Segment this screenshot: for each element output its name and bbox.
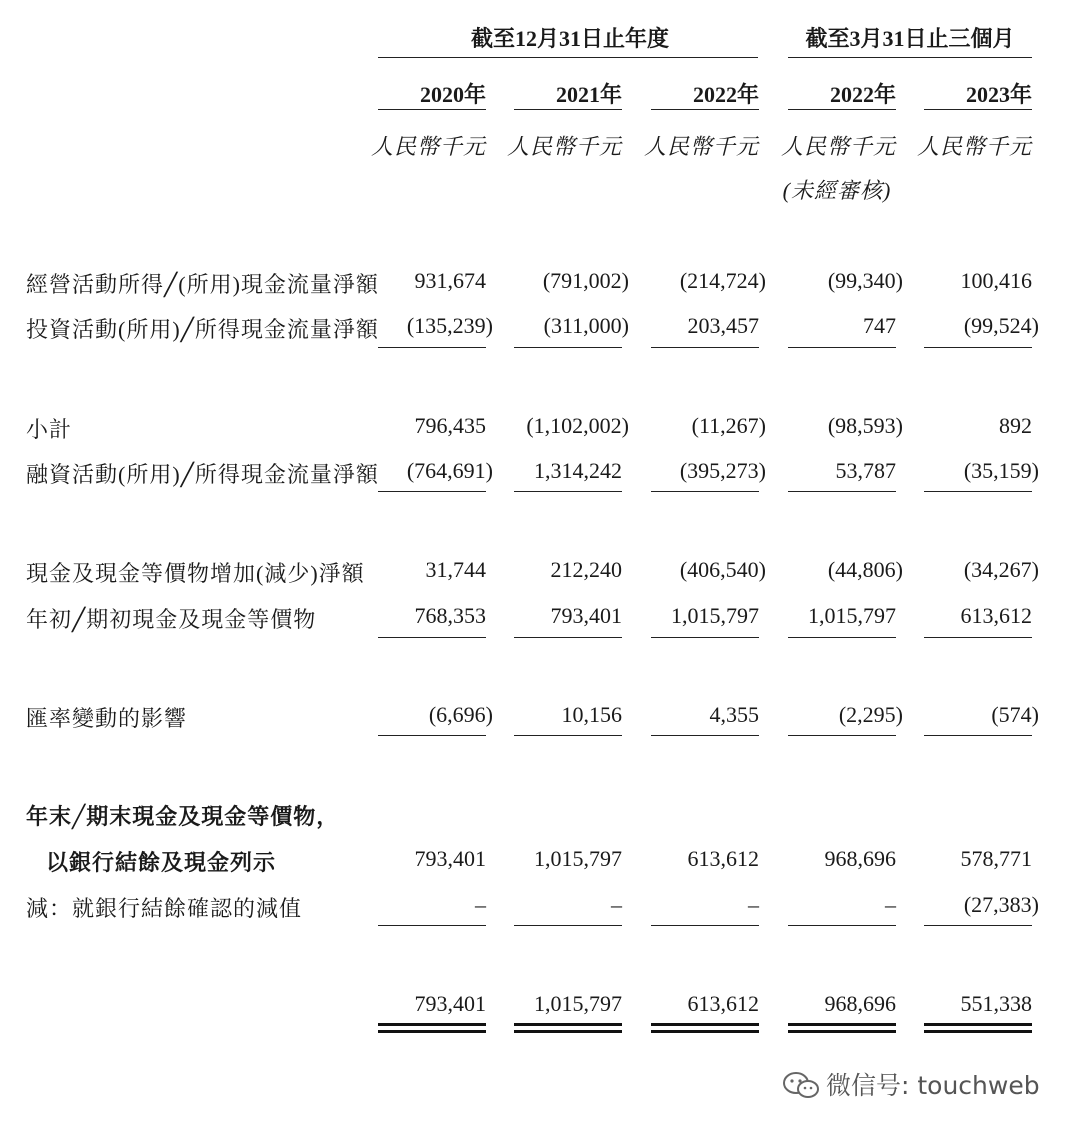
cell: – xyxy=(475,892,486,917)
group-header-year-rule xyxy=(378,57,758,58)
group-header-quarter: 截至3月31日止三個月 xyxy=(805,26,1015,51)
sum-rule xyxy=(788,347,896,348)
cell: (11,267) xyxy=(691,413,766,438)
cell: 793,401 xyxy=(550,603,622,628)
double-rule-top xyxy=(378,1023,486,1026)
cell: – xyxy=(611,892,622,917)
double-rule-bottom xyxy=(378,1030,486,1033)
row-label-opening-cash: 年初╱期初現金及現金等價物 xyxy=(26,607,317,632)
double-rule-top xyxy=(788,1023,896,1026)
sum-rule xyxy=(514,925,622,926)
cell: (574) xyxy=(991,702,1039,727)
cell: 578,771 xyxy=(960,846,1032,871)
sum-rule xyxy=(788,491,896,492)
sum-rule xyxy=(514,347,622,348)
cell: 100,416 xyxy=(960,268,1032,293)
sum-rule xyxy=(924,491,1032,492)
sum-rule xyxy=(924,347,1032,348)
cell: (99,340) xyxy=(827,268,903,293)
row-label-closing-cash-represented: 以銀行結餘及現金列示 xyxy=(46,850,277,875)
total-cell: 551,338 xyxy=(960,991,1032,1016)
year-header-5: 2023年 xyxy=(965,82,1032,107)
sum-rule xyxy=(378,347,486,348)
sum-rule xyxy=(651,735,759,736)
cell: 613,612 xyxy=(687,846,759,871)
cell: 968,696 xyxy=(824,846,896,871)
cell: 931,674 xyxy=(414,268,486,293)
sum-rule xyxy=(378,925,486,926)
sum-rule xyxy=(514,735,622,736)
unit-header-3: 人民幣千元 xyxy=(643,134,759,159)
year-header-3: 2022年 xyxy=(692,82,759,107)
watermark-text: 微信号: touchweb xyxy=(826,1071,1040,1100)
year-header-4: 2022年 xyxy=(829,82,896,107)
cell: 892 xyxy=(999,413,1032,438)
sum-rule xyxy=(788,925,896,926)
sum-rule xyxy=(651,491,759,492)
row-label-financing: 融資活動(所用)╱所得現金流量淨額 xyxy=(26,462,379,487)
sum-rule xyxy=(378,637,486,638)
cell: (2,295) xyxy=(838,702,903,727)
sum-rule xyxy=(378,735,486,736)
year-header-rule-5 xyxy=(924,109,1032,110)
cell: (35,159) xyxy=(963,458,1039,483)
total-cell: 1,015,797 xyxy=(534,991,622,1016)
cell: (27,383) xyxy=(963,892,1039,917)
group-header-quarter-rule xyxy=(788,57,1032,58)
cell: 796,435 xyxy=(414,413,486,438)
double-rule-bottom xyxy=(924,1030,1032,1033)
cell: (44,806) xyxy=(827,557,903,582)
row-label-closing-cash: 年末╱期末現金及現金等價物， xyxy=(26,804,340,829)
year-header-rule-1 xyxy=(378,109,486,110)
double-rule-bottom xyxy=(514,1030,622,1033)
total-cell: 968,696 xyxy=(824,991,896,1016)
unit-header-5: 人民幣千元 xyxy=(916,134,1032,159)
cell: (99,524) xyxy=(963,313,1039,338)
row-label-operating: 經營活動所得╱(所用)現金流量淨額 xyxy=(26,272,379,297)
double-rule-bottom xyxy=(788,1030,896,1033)
double-rule-top xyxy=(651,1023,759,1026)
sum-rule xyxy=(788,637,896,638)
cell: 768,353 xyxy=(414,603,486,628)
row-label-investing: 投資活動(所用)╱所得現金流量淨額 xyxy=(26,317,379,342)
double-rule-top xyxy=(924,1023,1032,1026)
cell: 4,355 xyxy=(709,702,759,727)
unit-header-1: 人民幣千元 xyxy=(370,134,486,159)
cell: (395,273) xyxy=(679,458,766,483)
sum-rule xyxy=(651,347,759,348)
cell: (311,000) xyxy=(543,313,629,338)
cell: 212,240 xyxy=(550,557,622,582)
cell: (34,267) xyxy=(963,557,1039,582)
cell: 747 xyxy=(863,313,896,338)
year-header-1: 2020年 xyxy=(419,82,486,107)
cell: (98,593) xyxy=(827,413,903,438)
row-label-impairment: 減：就銀行結餘確認的減值 xyxy=(26,896,303,921)
row-label-fx-effect: 匯率變動的影響 xyxy=(26,706,188,731)
cell: 1,015,797 xyxy=(671,603,759,628)
cell: 613,612 xyxy=(960,603,1032,628)
cell: – xyxy=(885,892,896,917)
group-header-year: 截至12月31日止年度 xyxy=(470,26,669,51)
sum-rule xyxy=(788,735,896,736)
cell: (791,002) xyxy=(542,268,629,293)
wechat-icon xyxy=(782,1070,822,1100)
row-label-net-change: 現金及現金等價物增加(減少)淨額 xyxy=(26,561,365,586)
cell: 793,401 xyxy=(414,846,486,871)
row-label-subtotal: 小計 xyxy=(26,417,73,442)
sum-rule xyxy=(514,491,622,492)
unit-header-2: 人民幣千元 xyxy=(506,134,622,159)
double-rule-bottom xyxy=(651,1030,759,1033)
double-rule-top xyxy=(514,1023,622,1026)
cell: 1,015,797 xyxy=(808,603,896,628)
cell: – xyxy=(748,892,759,917)
year-header-2: 2021年 xyxy=(555,82,622,107)
sum-rule xyxy=(651,637,759,638)
year-header-rule-4 xyxy=(788,109,896,110)
cell: 1,314,242 xyxy=(534,458,622,483)
cell: 203,457 xyxy=(687,313,759,338)
cell: 31,744 xyxy=(425,557,486,582)
sum-rule xyxy=(924,637,1032,638)
sum-rule xyxy=(924,925,1032,926)
sum-rule xyxy=(651,925,759,926)
cell: 10,156 xyxy=(561,702,622,727)
total-cell: 613,612 xyxy=(687,991,759,1016)
sum-rule xyxy=(924,735,1032,736)
sum-rule xyxy=(514,637,622,638)
cell: (764,691) xyxy=(406,458,493,483)
sum-rule xyxy=(378,491,486,492)
total-cell: 793,401 xyxy=(414,991,486,1016)
unaudited-note: (未經審核) xyxy=(782,178,892,203)
cell: (1,102,002) xyxy=(526,413,629,438)
cell: 53,787 xyxy=(835,458,896,483)
cell: (406,540) xyxy=(679,557,766,582)
cell: (6,696) xyxy=(428,702,493,727)
unit-header-4: 人民幣千元 xyxy=(780,134,896,159)
cell: (135,239) xyxy=(406,313,493,338)
year-header-rule-3 xyxy=(651,109,759,110)
year-header-rule-2 xyxy=(514,109,622,110)
cell: (214,724) xyxy=(679,268,766,293)
cell: 1,015,797 xyxy=(534,846,622,871)
